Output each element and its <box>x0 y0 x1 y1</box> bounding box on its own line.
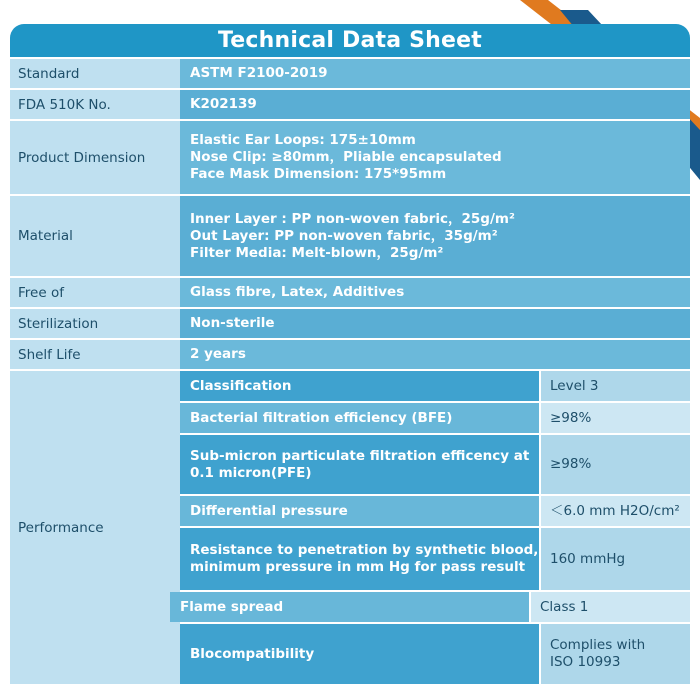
row-value <box>180 309 690 338</box>
performance-table <box>180 371 690 684</box>
performance-value: ≥98% <box>539 435 690 494</box>
value-line: 2 years <box>190 346 246 362</box>
row-value <box>180 90 690 119</box>
row-value <box>180 121 690 194</box>
value-line: K202139 <box>190 96 257 112</box>
value-line: Glass fibre, Latex, Additives <box>190 284 405 300</box>
sheet-title: Technical Data Sheet <box>10 24 690 57</box>
row-label: Standard <box>10 59 180 88</box>
performance-value: ≥98% <box>539 403 690 433</box>
row-label: Material <box>10 196 180 276</box>
performance-name: Bacterial filtration efficiency (BFE) <box>180 403 539 433</box>
performance-label: Performance <box>10 371 180 684</box>
row-free-of <box>10 276 690 307</box>
performance-value: 160 mmHg <box>539 528 690 590</box>
value-line: Filter Media: Melt-blown，25g/m² <box>190 244 444 261</box>
performance-name: Flame spread <box>170 592 529 622</box>
performance-row <box>180 371 690 401</box>
row-value <box>180 196 690 276</box>
performance-value: Complies with ISO 10993 <box>539 624 690 684</box>
row-label: Sterilization <box>10 309 180 338</box>
performance-section <box>10 369 690 684</box>
row-label: Product Dimension <box>10 121 180 194</box>
performance-name: Classification <box>180 371 539 401</box>
performance-value: Class 1 <box>529 592 690 622</box>
performance-value: ＜6.0 mm H2O/cm² <box>539 496 690 526</box>
value-line: Inner Layer : PP non-woven fabric，25g/m² <box>190 210 515 227</box>
row-shelf-life <box>10 338 690 369</box>
row-label: FDA 510K No. <box>10 90 180 119</box>
row-label: Shelf Life <box>10 340 180 369</box>
row-standard <box>10 57 690 88</box>
performance-name: Sub-micron particulate filtration efficency at 0.1 micron(PFE) <box>180 435 539 494</box>
value-line: ASTM F2100-2019 <box>190 65 328 81</box>
performance-row <box>180 622 690 684</box>
row-fda <box>10 88 690 119</box>
value-line: Face Mask Dimension: 175*95mm <box>190 166 447 182</box>
performance-row <box>180 494 690 526</box>
performance-row <box>180 401 690 433</box>
row-sterilization <box>10 307 690 338</box>
performance-row <box>180 526 690 590</box>
row-label: Free of <box>10 278 180 307</box>
performance-name: Differential pressure <box>180 496 539 526</box>
performance-row <box>180 590 690 622</box>
technical-data-sheet <box>10 24 690 684</box>
row-value <box>180 340 690 369</box>
value-line: Elastic Ear Loops: 175±10mm <box>190 132 416 148</box>
performance-value: Level 3 <box>539 371 690 401</box>
row-material <box>10 194 690 276</box>
performance-name: Resistance to penetration by synthetic blood, minimum pressure in mm Hg for pass result <box>180 528 539 590</box>
row-value <box>180 59 690 88</box>
row-product-dimension <box>10 119 690 194</box>
value-line: Out Layer: PP non-woven fabric，35g/m² <box>190 227 498 244</box>
value-line: Nose Clip: ≥80mm，Pliable encapsulated <box>190 149 502 165</box>
row-value <box>180 278 690 307</box>
value-line: Non-sterile <box>190 315 275 331</box>
performance-name: Blocompatibility <box>180 624 539 684</box>
performance-row <box>180 433 690 494</box>
